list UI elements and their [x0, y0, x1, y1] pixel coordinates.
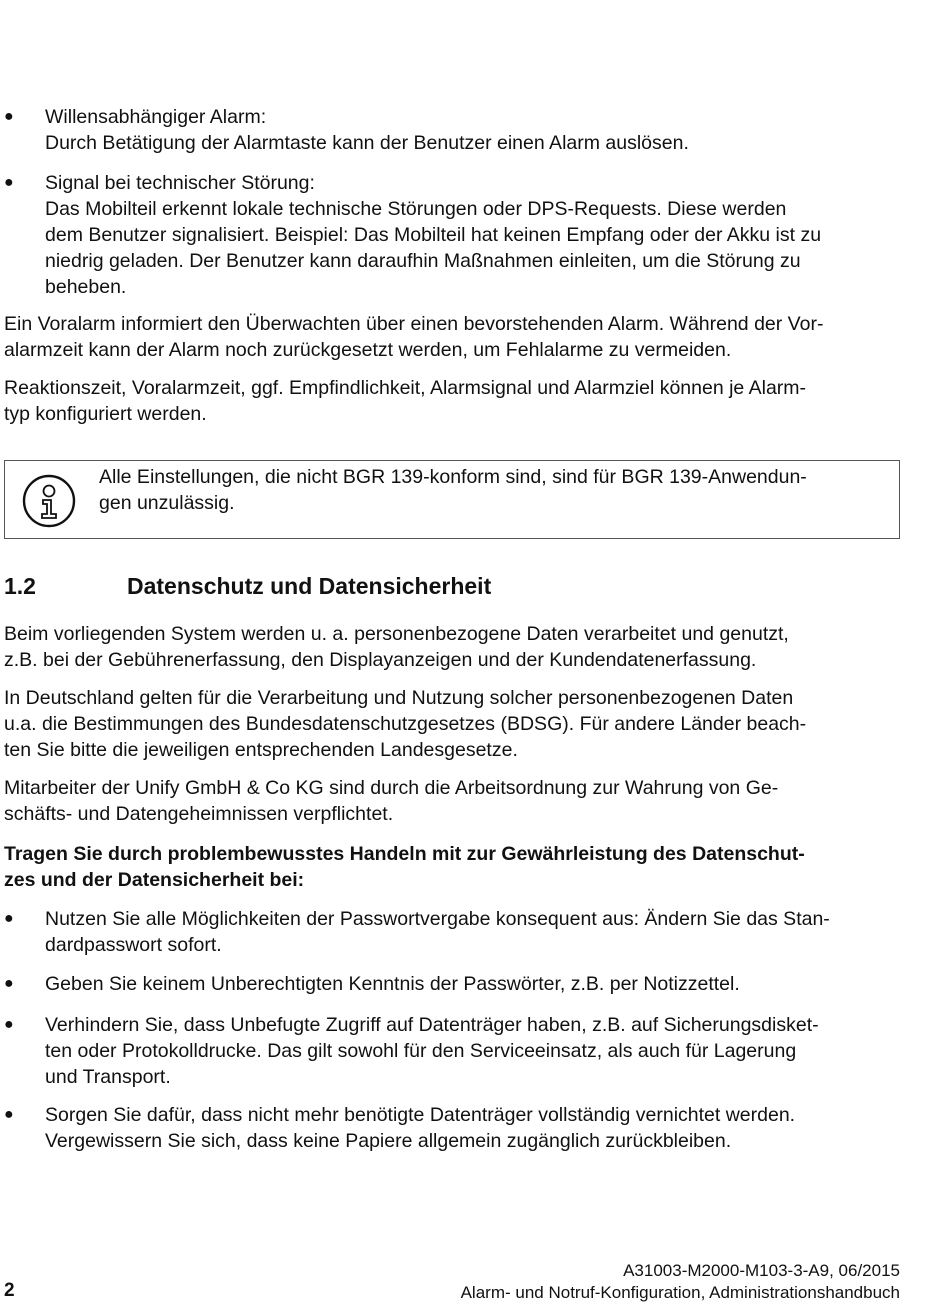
list-item-line: Willensabhängiger Alarm:: [45, 106, 267, 128]
list-item-line: Das Mobilteil erkennt lokale technische Störungen oder DPS-Requests. Diese werden: [45, 198, 787, 220]
list-item-line: Geben Sie keinem Unberechtigten Kenntnis der Passwörter, z.B. per Notizzettel.: [45, 973, 740, 995]
info-icon: [21, 473, 77, 529]
list-item-line: Durch Betätigung der Alarmtaste kann der Benutzer einen Alarm auslösen.: [45, 132, 689, 154]
list-item-line: Vergewissern Sie sich, dass keine Papiere allgemein zugänglich zurückbleiben.: [45, 1130, 732, 1152]
paragraph-bold-intro: [4, 841, 904, 893]
paragraph-system: [4, 621, 904, 673]
paragraph-line: typ konfiguriert werden.: [4, 403, 207, 425]
paragraph-mitarbeiter: [4, 775, 904, 827]
paragraph-line: ten Sie bitte die jeweiligen entsprechenden Landesgesetze.: [4, 739, 518, 761]
list-item-line: dardpasswort sofort.: [45, 934, 222, 956]
note-box: [4, 460, 900, 539]
list-item-line: und Transport.: [45, 1066, 171, 1088]
list-item-line: Nutzen Sie alle Möglichkeiten der Passwortvergabe konsequent aus: Ändern Sie das Stan-: [45, 908, 830, 930]
paragraph-line: Beim vorliegenden System werden u. a. personenbezogene Daten verarbeitet und genutzt,: [4, 623, 789, 645]
paragraph-line: zes und der Datensicherheit bei:: [4, 869, 305, 891]
list-item-line: Verhindern Sie, dass Unbefugte Zugriff auf Datenträger haben, z.B. auf Sicherungsdisket-: [45, 1014, 819, 1036]
list-item-line: ten oder Protokolldrucke. Das gilt sowohl für den Serviceeinsatz, als auch für Lagerung: [45, 1040, 797, 1062]
paragraph-reaktion: [4, 375, 904, 427]
footer-doc-id: A31003-M2000-M103-3-A9, 06/2015: [623, 1261, 900, 1280]
paragraph-line: Tragen Sie durch problembewusstes Handeln mit zur Gewährleistung des Datenschut-: [4, 843, 805, 865]
list-item-line: niedrig geladen. Der Benutzer kann daraufhin Maßnahmen einleiten, um die Störung zu: [45, 250, 801, 272]
paragraph-deutschland: [4, 685, 904, 763]
paragraph-line: Ein Voralarm informiert den Überwachten über einen bevorstehenden Alarm. Während der Vor-: [4, 313, 824, 335]
section-number: 1.2: [4, 573, 36, 599]
list-item-line: beheben.: [45, 276, 127, 298]
footer-doc-title: Alarm- und Notruf-Konfiguration, Administrationshandbuch: [460, 1283, 900, 1302]
paragraph-line: Mitarbeiter der Unify GmbH & Co KG sind durch die Arbeitsordnung zur Wahrung von Ge-: [4, 777, 779, 799]
bullet-icon: ●: [4, 1016, 14, 1033]
paragraph-line: schäfts- und Datengeheimnissen verpflichtet.: [4, 803, 394, 825]
note-line: gen unzulässig.: [99, 492, 235, 514]
paragraph-line: z.B. bei der Gebührenerfassung, den Displayanzeigen und der Kundendatenerfassung.: [4, 649, 757, 671]
list-item-line: dem Benutzer signalisiert. Beispiel: Das Mobilteil hat keinen Empfang oder der Akku ist zu: [45, 224, 822, 246]
paragraph-voralarm: [4, 311, 904, 363]
page-number: 2: [4, 1280, 15, 1301]
note-line: Alle Einstellungen, die nicht BGR 139-konform sind, sind für BGR 139-Anwendun-: [99, 466, 807, 488]
list-item-line: Signal bei technischer Störung:: [45, 172, 315, 194]
bullet-icon: ●: [4, 174, 14, 191]
list-item-line: Sorgen Sie dafür, dass nicht mehr benötigte Datenträger vollständig vernichtet werden.: [45, 1104, 796, 1126]
paragraph-line: alarmzeit kann der Alarm noch zurückgesetzt werden, um Fehlalarme zu vermeiden.: [4, 339, 732, 361]
paragraph-line: u.a. die Bestimmungen des Bundesdatenschutzgesetzes (BDSG). Für andere Länder beach-: [4, 713, 807, 735]
bullet-icon: ●: [4, 910, 14, 927]
paragraph-line: In Deutschland gelten für die Verarbeitung und Nutzung solcher personenbezogenen Daten: [4, 687, 794, 709]
bullet-icon: ●: [4, 108, 14, 125]
bullet-icon: ●: [4, 1106, 14, 1123]
paragraph-line: Reaktionszeit, Voralarmzeit, ggf. Empfindlichkeit, Alarmsignal und Alarmziel können je Alarm-: [4, 377, 807, 399]
bullet-icon: ●: [4, 975, 14, 992]
section-title: Datenschutz und Datensicherheit: [127, 573, 492, 599]
